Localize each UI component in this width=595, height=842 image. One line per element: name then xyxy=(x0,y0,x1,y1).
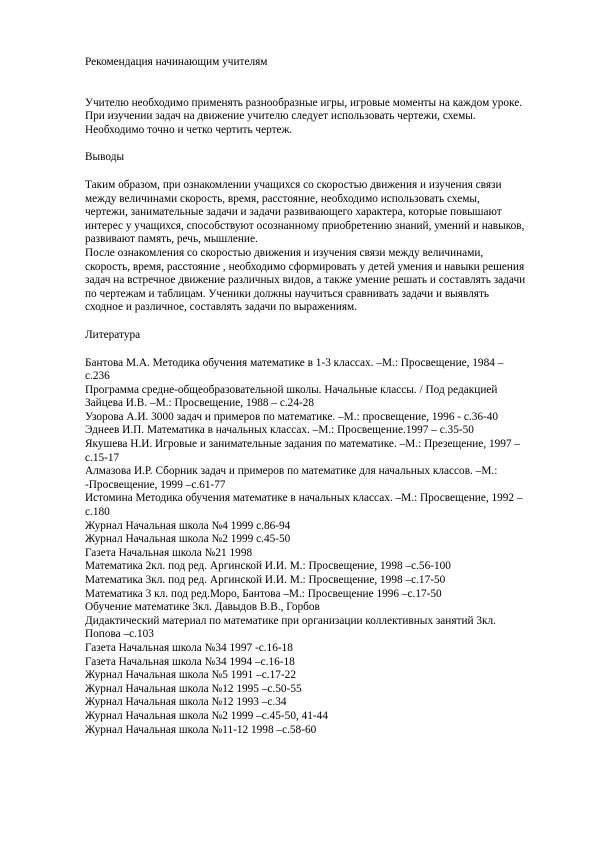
literature-item: -Просвещение, 1999 –с.61-77 xyxy=(85,478,226,491)
text-line: чертежи, занимательные задачи и задачи развивающего характера, которые повышают xyxy=(85,206,502,219)
literature-item: Бантова М.А. Методика обучения математике в 1-3 классах. –М.: Просвещение, 1984 – xyxy=(85,356,504,369)
literature-item: Газета Начальная школа №21 1998 xyxy=(85,546,253,559)
literature-item: с.180 xyxy=(85,506,110,519)
literature-item: Газета Начальная школа №34 1994 –с.16-18 xyxy=(85,655,295,668)
literature-item: Журнал Начальная школа №4 1999 с.86-94 xyxy=(85,519,291,532)
text-line: При изучении задач на движение учителю следует использовать чертежи, схемы. xyxy=(85,110,476,123)
literature-heading: Литература xyxy=(85,328,141,341)
literature-item: Математика 3 кл. под ред.Моро, Бантова –М.: Просвещение 1996 –с.17-50 xyxy=(85,587,442,600)
literature-item: Журнал Начальная школа №5 1991 –с.17-22 xyxy=(85,669,296,682)
text-line: задач на встречное движение различных видов, а также умение решать и составлять задачи xyxy=(85,274,526,287)
text-line: Необходимо точно и четко чертить чертеж. xyxy=(85,123,293,136)
literature-item: Журнал Начальная школа №11-12 1998 –с.58-60 xyxy=(85,723,317,736)
literature-item: Эднеев И.П. Математика в начальных классах. –М.: Просвещение.1997 – с.35-50 xyxy=(85,424,474,437)
text-line: интерес у учащихся, способствуют осознанному приобретению знаний, умений и навыков, xyxy=(85,219,525,232)
literature-item: Узорова А.И. 3000 задач и примеров по математике. –М.: просвещение, 1996 - с.36-40 xyxy=(85,410,499,423)
literature-item: Алмазова И.Р. Сборник задач и примеров по математике для начальных классов. –М.: xyxy=(85,465,498,478)
literature-item: Журнал Начальная школа №2 1999 –с.45-50, 41-44 xyxy=(85,709,328,722)
page-title: Рекомендация начинающим учителям xyxy=(85,56,268,68)
conclusions-paragraph xyxy=(85,179,555,315)
literature-item: с.15-17 xyxy=(85,451,120,464)
text-line: между величинами скорость, время, расстояние, необходимо использовать схемы, xyxy=(85,192,480,205)
document-page xyxy=(85,56,555,737)
literature-item: Якушева Н.И. Игровые и занимательные задания по математике. –М.: Презещение, 1997 – xyxy=(85,438,521,451)
text-line: скорость, время, расстояние , необходимо сформировать у детей умения и навыки решения xyxy=(85,260,525,273)
literature-item: Математика 2кл. под ред. Аргинской И.И. М.: Просвещение, 1998 –с.56-100 xyxy=(85,560,451,573)
literature-item: Зайцева И.В. –М.: Просвещение, 1988 – с.24-28 xyxy=(85,397,315,410)
literature-item: Обучение математике 3кл. Давыдов В.В., Горбов xyxy=(85,601,320,614)
text-line: После ознакомления со скоростью движения и изучения связи между величинами, xyxy=(85,246,484,259)
literature-list xyxy=(85,357,555,738)
literature-item: с.236 xyxy=(85,370,110,383)
literature-item: Дидактический материал по математике при организации коллективных занятий 3кл. xyxy=(85,614,497,627)
literature-item: Попова –с.103 xyxy=(85,628,154,641)
literature-item: Газета Начальная школа №34 1997 -с.16-18 xyxy=(85,641,293,654)
literature-item: Журнал Начальная школа №12 1995 –с.50-55 xyxy=(85,682,302,695)
literature-item: Истомина Методика обучения математике в начальных классах. –М.: Просвещение, 1992 – xyxy=(85,492,523,505)
recommendation-paragraph xyxy=(85,97,555,138)
text-line: Учителю необходимо применять разнообразные игры, игровые моменты на каждом уроке. xyxy=(85,96,523,109)
literature-item: Математика 3кл. под ред. Аргинской И.И. М.: Просвещение, 1998 –с.17-50 xyxy=(85,574,446,586)
text-line: Таким образом, при ознакомлении учащихся со скоростью движения и изучения связи xyxy=(85,178,502,191)
text-line: сходное и различное, составлять задачи по выражениям. xyxy=(85,301,358,314)
text-line: по чертежам и таблицам. Ученики должны научиться сравнивать задачи и выявлять xyxy=(85,287,490,300)
conclusions-heading: Выводы xyxy=(85,151,125,164)
literature-item: Журнал Начальная школа №12 1993 –с.34 xyxy=(85,696,287,709)
literature-item: Журнал Начальная школа №2 1999 с.45-50 xyxy=(85,533,291,546)
literature-item: Программа средне-общеобразовательной школы. Начальные классы. / Под редакцией xyxy=(85,383,498,396)
text-line: развивают память, речь, мышление. xyxy=(85,233,258,246)
